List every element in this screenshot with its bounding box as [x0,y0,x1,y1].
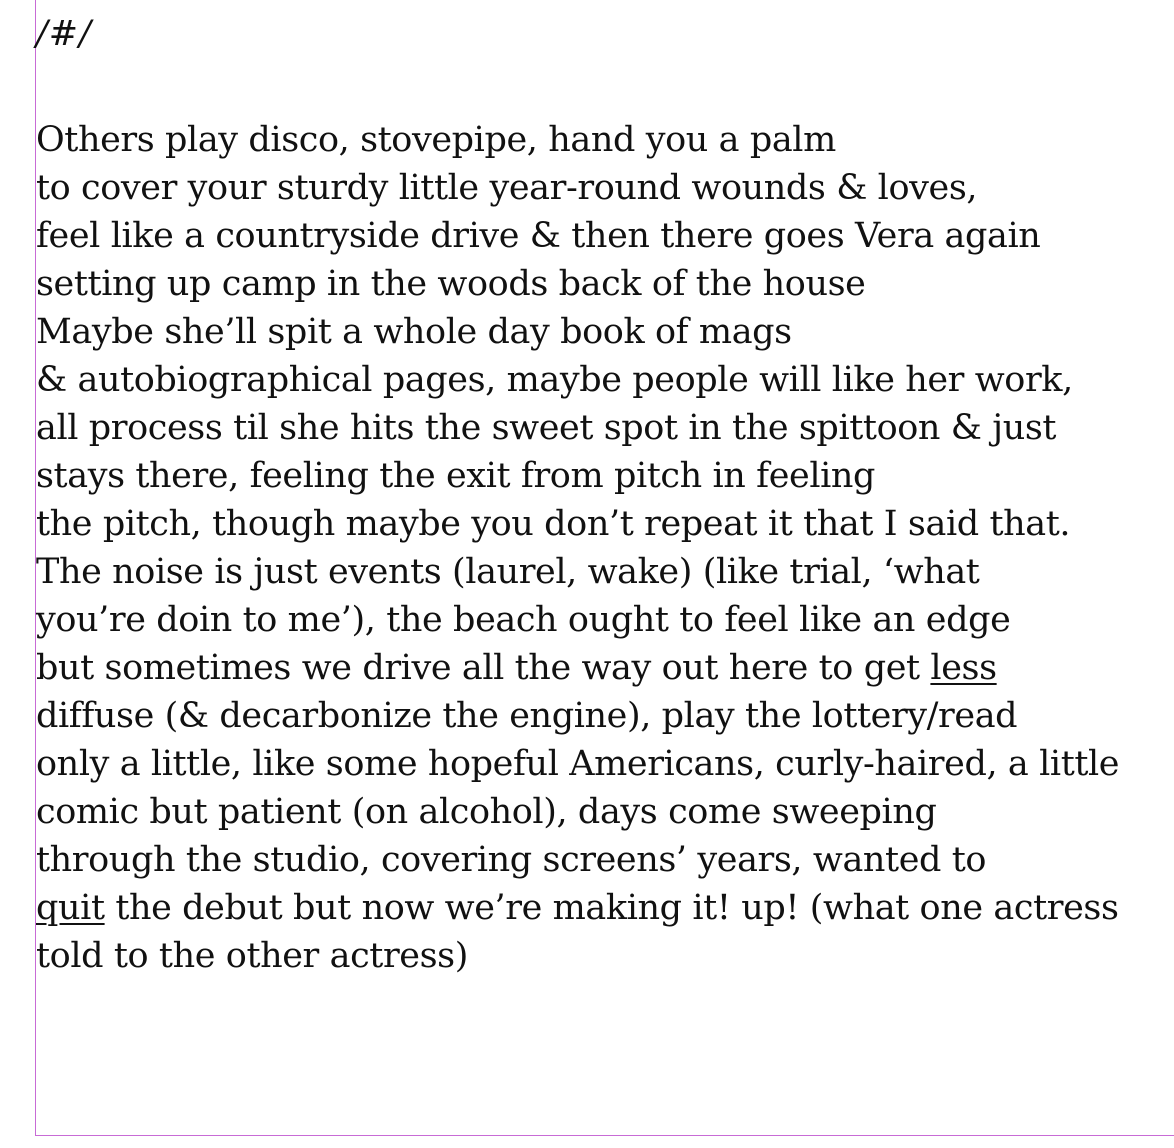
poem-line-4: setting up camp in the woods back of the house [36,264,866,304]
poem-line-9: the pitch, though maybe you don’t repeat it that I said that. [36,504,1071,544]
poem-line-17-text: the debut but now we’re making it! up! (what one actress [104,888,1119,928]
poem-line-7: all process til she hits the sweet spot in the spittoon & just [36,408,1057,448]
poem-line-12-text: but sometimes we drive all the way out here to get [36,648,931,688]
poem-page [36,10,1166,980]
poem-line-12 [36,644,1166,692]
poem-line-10: The noise is just events (laurel, wake) (like trial, ‘what [36,552,980,592]
poem-line-6: & autobiographical pages, maybe people will like her work, [36,360,1073,400]
section-marker: /#/ [36,14,92,54]
poem-line-17 [36,884,1166,932]
poem-line-2: to cover your sturdy little year-round wounds & loves, [36,168,978,208]
stanza-gap [36,58,1166,116]
poem-line-5: Maybe she’ll spit a whole day book of mags [36,312,792,352]
underlined-word-quit: quit [36,888,105,928]
poem-body [36,116,1166,980]
poem-line-13: diffuse (& decarbonize the engine), play the lottery/read [36,696,1018,736]
poem-line-3: feel like a countryside drive & then there goes Vera again [36,216,1041,256]
poem-line-18: told to the other actress) [36,936,468,976]
poem-line-11: you’re doin to me’), the beach ought to feel like an edge [36,600,1011,640]
poem-line-15: comic but patient (on alcohol), days come sweeping [36,792,937,832]
poem-line-1: Others play disco, stovepipe, hand you a palm [36,120,836,160]
bottom-margin-guide [35,1135,1174,1136]
poem-line-8: stays there, feeling the exit from pitch in feeling [36,456,876,496]
poem-line-14: only a little, like some hopeful Americans, curly-haired, a little [36,744,1120,784]
underlined-word-less: less [930,648,997,688]
poem-line-16: through the studio, covering screens’ years, wanted to [36,840,987,880]
